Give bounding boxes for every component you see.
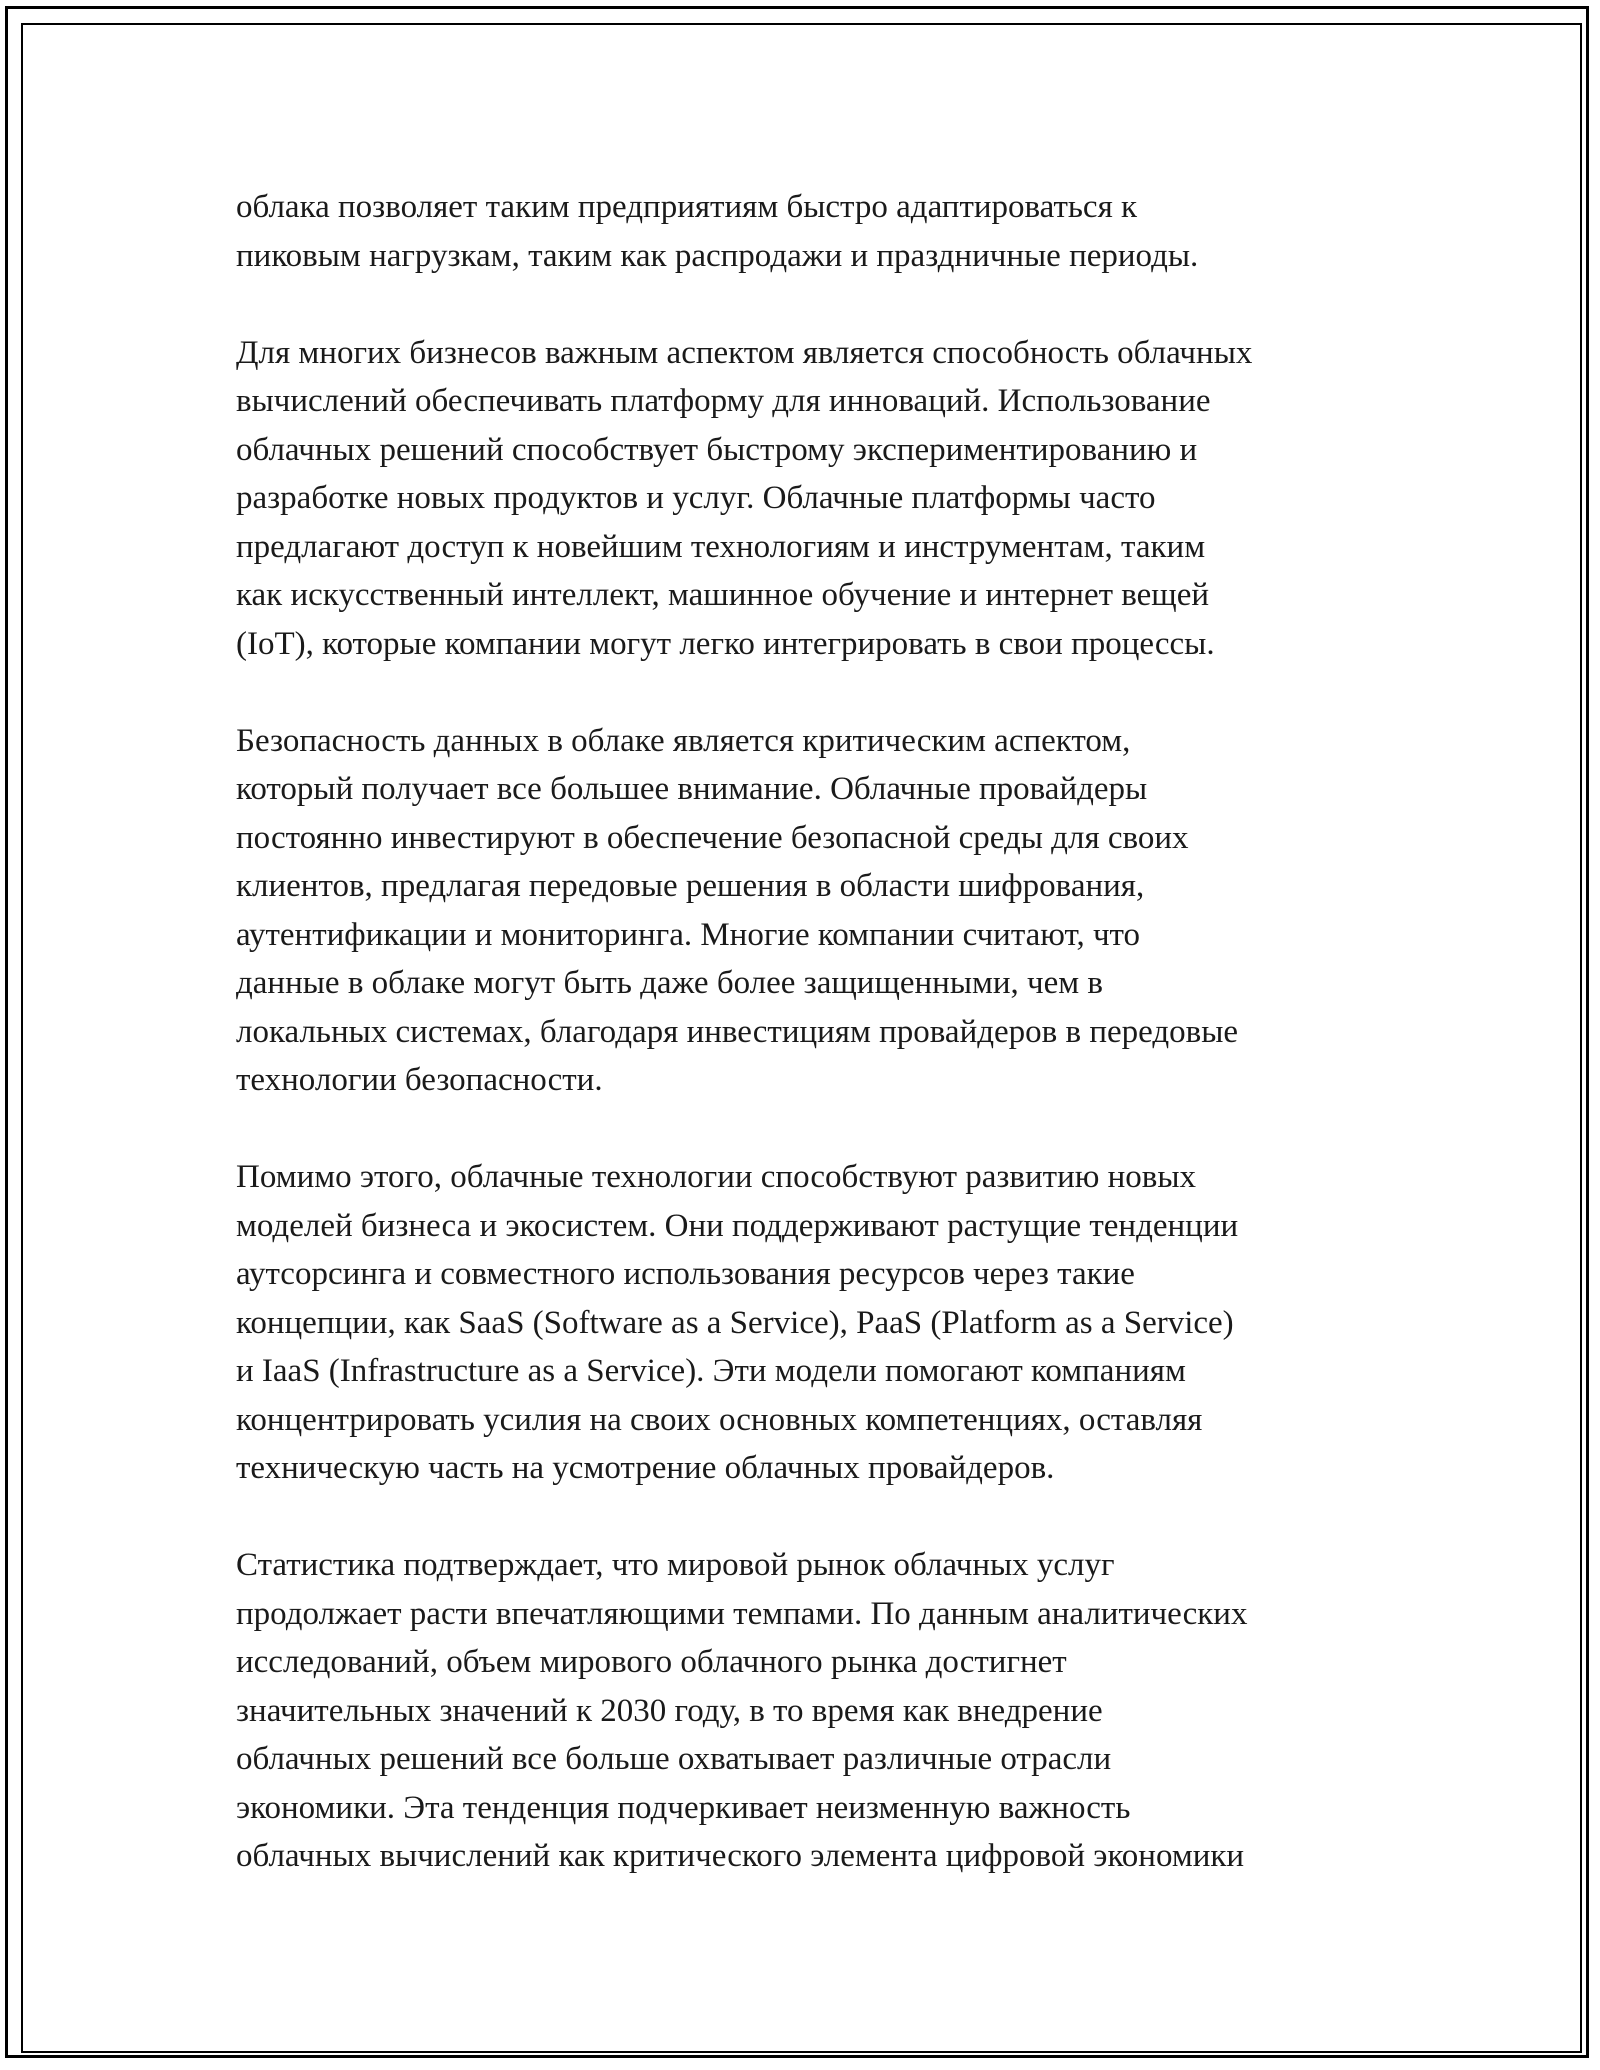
text-line: разработке новых продуктов и услуг. Облачные платформы часто: [236, 480, 1156, 516]
paragraph-4: [236, 1153, 1376, 1493]
text-line: концепции, как SaaS (Software as a Service), PaaS (Platform as a Service): [236, 1304, 1234, 1341]
text-line: значительных значений к 2030 году, в то время как внедрение: [236, 1692, 1103, 1729]
paragraph-3: [236, 717, 1376, 1105]
text-line: облачных вычислений как критического элемента цифровой экономики: [236, 1838, 1245, 1874]
text-line: и IaaS (Infrastructure as a Service). Эти модели помогают компаниям: [236, 1353, 1186, 1389]
text-line: облачных решений способствует быстрому экспериментированию и: [236, 431, 1198, 468]
text-line: Для многих бизнесов важным аспектом является способность облачных: [236, 334, 1253, 371]
text-line: Статистика подтверждает, что мировой рынок облачных услуг: [236, 1547, 1115, 1583]
text-line: который получает все большее внимание. Облачные провайдеры: [236, 771, 1148, 807]
text-line: техническую часть на усмотрение облачных провайдеров.: [236, 1450, 1055, 1486]
text-line: аутентификации и мониторинга. Многие компании считают, что: [236, 916, 1141, 953]
text-line: вычислений обеспечивать платформу для инноваций. Использование: [236, 383, 1211, 419]
text-line: пиковым нагрузкам, таким как распродажи и праздничные периоды.: [236, 237, 1199, 274]
text-line: как искусственный интеллект, машинное обучение и интернет вещей: [236, 577, 1210, 613]
text-line: экономики. Эта тенденция подчеркивает неизменную важность: [236, 1789, 1131, 1826]
text-line: облака позволяет таким предприятиям быстро адаптироваться к: [236, 189, 1138, 225]
text-line: концентрировать усилия на своих основных компетенциях, оставляя: [236, 1401, 1203, 1438]
text-line: данные в облаке могут быть даже более защищенными, чем в: [236, 965, 1103, 1001]
text-line: локальных системах, благодаря инвестициям провайдеров в передовые: [236, 1013, 1239, 1050]
text-line: (IoT), которые компании могут легко интегрировать в свои процессы.: [236, 625, 1215, 662]
text-line: исследований, объем мирового облачного рынка достигнет: [236, 1644, 1067, 1680]
text-line: клиентов, предлагая передовые решения в области шифрования,: [236, 868, 1145, 904]
document-body: [236, 183, 1376, 1929]
text-line: предлагают доступ к новейшим технологиям и инструментам, таким: [236, 528, 1206, 565]
text-line: Помимо этого, облачные технологии способствуют развитию новых: [236, 1159, 1197, 1195]
text-line: облачных решений все больше охватывает различные отрасли: [236, 1741, 1112, 1777]
paragraph-2: [236, 329, 1376, 669]
text-line: постоянно инвестируют в обеспечение безопасной среды для своих: [236, 819, 1189, 856]
paragraph-5: [236, 1541, 1376, 1881]
paragraph-1: [236, 183, 1376, 280]
text-line: моделей бизнеса и экосистем. Они поддерживают растущие тенденции: [236, 1207, 1239, 1244]
text-line: Безопасность данных в облаке является критическим аспектом,: [236, 722, 1131, 759]
text-line: аутсорсинга и совместного использования ресурсов через такие: [236, 1256, 1135, 1292]
text-line: продолжает расти впечатляющими темпами. По данным аналитических: [236, 1595, 1248, 1632]
text-line: технологии безопасности.: [236, 1062, 603, 1098]
